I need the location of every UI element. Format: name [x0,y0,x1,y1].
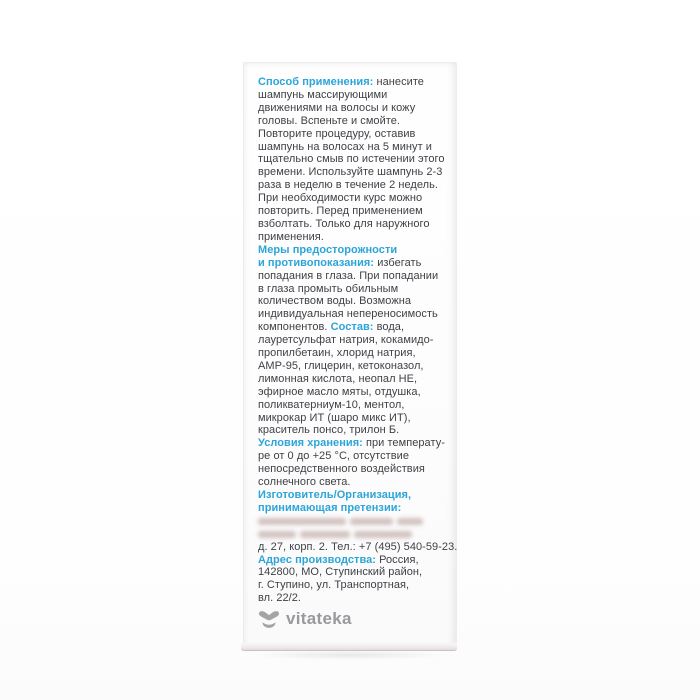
section-heading-text: Изготовитель/Организация, [258,489,412,501]
label-line [258,295,450,308]
body-text: индивидуальная непереносимость [258,308,438,321]
label-line [258,153,450,166]
body-text: движениями на волосы и кожу [258,101,416,114]
section-heading-text: Способ применения: [258,76,374,88]
label-line [258,244,450,257]
label-line [258,205,450,218]
label-line [258,373,450,386]
body-text: AMP-95, глицерин, кетоконазол, [258,359,424,372]
body-text: при температу- [362,437,445,450]
label-line [258,386,450,399]
label-line [258,89,450,102]
body-text: шампунь массирующими [258,88,388,101]
blurred-text-blob [354,531,412,538]
body-text: раза в неделю в течение 2 недель. [258,179,439,192]
body-text: тщательно смыв по истечении этого [258,153,445,166]
label-line [258,231,450,244]
redacted-address-line [258,515,450,528]
label-line [258,502,450,515]
label-line [258,424,450,437]
label-line [258,308,450,321]
body-text: головы. Вспеньте и смойте. [258,114,401,127]
body-text: избегать [374,256,422,269]
label-line [258,192,450,205]
body-text: шампунь на волосах на 5 минут и [258,140,432,153]
body-text: эфирное масло мяты, отдушка, [258,385,421,398]
blurred-text-blob [350,518,392,525]
label-line [258,579,450,592]
label-line [258,179,450,192]
body-text: краситель понсо, трилон Б. [258,424,400,437]
body-text: д. 27, корп. 2. Тел.: +7 (495) 540-59-23. [258,540,458,553]
label-line [258,321,450,334]
section-heading-text: Состав: [330,321,374,334]
redacted-address-line [258,528,450,541]
body-text: в глаза промыть обильным [258,282,399,295]
body-text: нанесите [373,76,424,88]
label-line [258,540,458,554]
body-text: применения. [258,230,324,243]
brand-logo [257,607,352,631]
section-heading-text: и противопоказания: [258,256,375,269]
section-heading-text: Меры предосторожности [258,243,398,256]
label-line [258,141,450,154]
body-text: взболтать. Только для наружного [258,217,430,230]
label-line [258,566,450,579]
label-text [258,76,458,605]
product-box-back-panel [243,62,457,644]
label-line [258,76,450,89]
box-ground-shadow [250,650,450,660]
label-line [258,450,450,463]
label-line [258,554,450,567]
label-line [258,102,450,115]
blurred-text-blob [258,531,296,538]
body-text: времени. Используйте шампунь 2-3 [258,166,443,179]
vitateka-logo-icon [257,608,281,631]
body-text: вода, [373,321,405,334]
section-heading-text: Условия хранения: [258,437,363,450]
brand-name: vitateka [286,609,352,628]
label-line [258,257,450,270]
body-text: г. Ступино, ул. Транспортная, [258,579,410,592]
label-line [258,218,450,231]
body-text: ре от 0 до +25 °C, отсутствие [258,450,409,463]
body-text: непосредственного воздействия [258,463,425,476]
body-text: лимонная кислота, неопал НЕ, [258,372,418,385]
label-line [258,166,450,179]
body-text: компонентов. [258,321,331,334]
label-line [258,360,450,373]
label-line [258,463,450,476]
label-line [258,128,450,141]
body-text: солнечного света. [258,476,351,489]
blurred-text-blob [300,531,350,538]
label-line [258,592,450,605]
label-line [258,437,450,450]
label-line [258,399,450,412]
body-text: 142800, МО, Ступинский район, [258,566,423,579]
label-line [258,347,450,360]
body-text: вл. 22/2. [258,592,302,605]
body-text: количеством воды. Возможна [258,295,412,308]
label-line [258,115,450,128]
body-text: лауретсульфат натрия, кокамидо- [258,334,434,347]
label-line [258,476,450,489]
body-text: Россия, [376,553,419,566]
body-text: попадания в глаза. При попадании [258,269,439,282]
body-text: Повторите процедуру, оставив [258,127,416,140]
label-line [258,334,450,347]
section-heading-text: Адрес производства: [258,553,376,566]
body-text: поликватерниум-10, ментол, [258,398,405,411]
label-line [258,270,450,283]
body-text: повторить. Перед применением [258,205,423,218]
label-line [258,283,450,296]
blurred-text-blob [258,518,346,525]
body-text: пропилбетаин, хлорид натрия, [258,347,416,360]
label-line [258,489,450,502]
body-text: При необходимости курс можно [258,192,423,205]
label-line [258,412,450,425]
body-text: микрокар ИТ (шаро микс ИТ), [258,411,411,424]
blurred-text-blob [397,518,424,525]
section-heading-text: принимающая претензии: [258,501,402,514]
